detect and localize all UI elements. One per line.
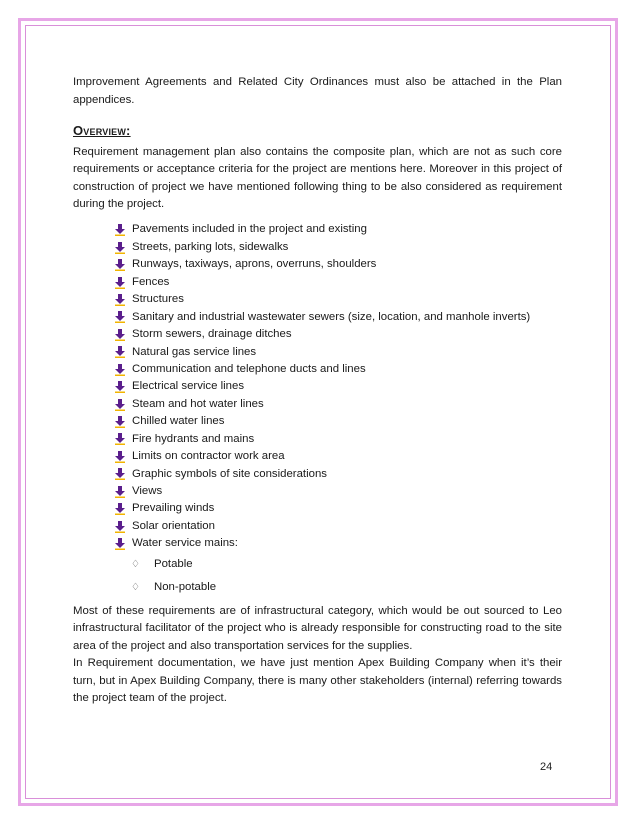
overview-heading: Overview: xyxy=(73,123,131,138)
list-item: Graphic symbols of site considerations xyxy=(114,466,562,483)
list-item: Electrical service lines xyxy=(114,378,562,395)
down-arrow-icon xyxy=(114,294,126,306)
down-arrow-icon xyxy=(114,538,126,550)
down-arrow-icon xyxy=(114,259,126,271)
list-item: ♢ Non-potable xyxy=(131,576,562,599)
document-body xyxy=(73,74,562,708)
down-arrow-icon xyxy=(114,381,126,393)
down-arrow-icon xyxy=(114,521,126,533)
list-item: Limits on contractor work area xyxy=(114,448,562,465)
down-arrow-icon xyxy=(114,277,126,289)
list-item: Natural gas service lines xyxy=(114,344,562,361)
list-item: Views xyxy=(114,483,562,500)
down-arrow-icon xyxy=(114,364,126,376)
down-arrow-icon xyxy=(114,242,126,254)
diamond-bullet-icon: ♢ xyxy=(131,558,140,570)
list-item: Pavements included in the project and existing xyxy=(114,222,562,239)
list-item: Sanitary and industrial wastewater sewers (size, location, and manhole inverts) xyxy=(114,309,562,326)
down-arrow-icon xyxy=(114,329,126,341)
down-arrow-icon xyxy=(114,451,126,463)
overview-paragraph: Requirement management plan also contains the composite plan, which are not as such core requirements or acceptance criteria for the project are mentions here. Moreover in this project of construction of project we have mentioned following thing to be also considered as requirement during the project. xyxy=(73,145,562,210)
list-item: Structures xyxy=(114,291,562,308)
requirements-list xyxy=(73,222,562,553)
list-item: Fire hydrants and mains xyxy=(114,431,562,448)
intro-paragraph: Improvement Agreements and Related City Ordinances must also be attached in the Plan appendices. xyxy=(73,76,562,106)
closing-paragraph-1: Most of these requirements are of infrastructural category, which would be out sourced to Leo infrastructural facilitator of the project who is already responsible for constructing road to the site area of the project and also transportation services for the supplies. xyxy=(73,604,562,652)
down-arrow-icon xyxy=(114,224,126,236)
list-item: Communication and telephone ducts and lines xyxy=(114,361,562,378)
list-item: Prevailing winds xyxy=(114,501,562,518)
list-item: Water service mains: xyxy=(114,535,562,552)
down-arrow-icon xyxy=(114,468,126,480)
list-item: Fences xyxy=(114,274,562,291)
list-item: Chilled water lines xyxy=(114,413,562,430)
down-arrow-icon xyxy=(114,433,126,445)
list-item: ♢ Potable xyxy=(131,553,562,576)
down-arrow-icon xyxy=(114,311,126,323)
water-mains-sublist xyxy=(73,553,562,599)
list-item: Streets, parking lots, sidewalks xyxy=(114,239,562,256)
list-item: Runways, taxiways, aprons, overruns, shoulders xyxy=(114,256,562,273)
down-arrow-icon xyxy=(114,503,126,515)
list-item: Steam and hot water lines xyxy=(114,396,562,413)
down-arrow-icon xyxy=(114,399,126,411)
list-item: Solar orientation xyxy=(114,518,562,535)
list-item: Storm sewers, drainage ditches xyxy=(114,326,562,343)
closing-paragraph-2: In Requirement documentation, we have just mention Apex Building Company when it’s their turn, but in Apex Building Company, there is many other stakeholders (internal) referring towards the project team of the project. xyxy=(73,657,562,705)
down-arrow-icon xyxy=(114,416,126,428)
diamond-bullet-icon: ♢ xyxy=(131,581,140,593)
page-number: 24 xyxy=(540,761,553,773)
down-arrow-icon xyxy=(114,486,126,498)
down-arrow-icon xyxy=(114,346,126,358)
